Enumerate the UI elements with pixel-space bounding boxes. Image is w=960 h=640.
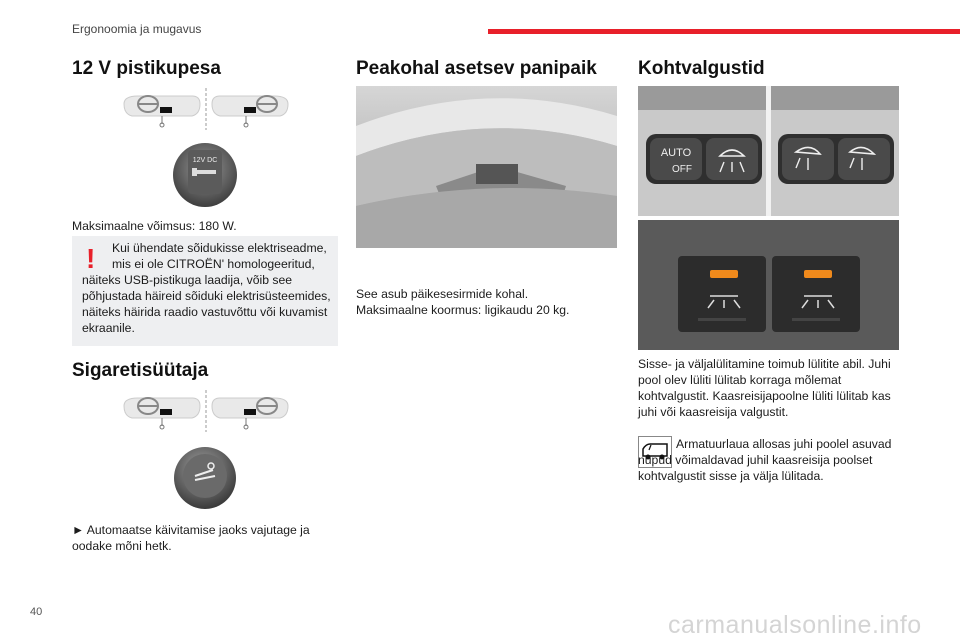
storage-max-load-text: Maksimaalne koormus: ligikaudu 20 kg. bbox=[356, 303, 570, 317]
steering-wheel-diagram bbox=[122, 88, 290, 130]
auto-label: AUTO bbox=[660, 147, 692, 159]
header-accent-bar bbox=[488, 29, 960, 34]
warning-icon: ! bbox=[86, 243, 96, 274]
storage-location-text: See asub päikesesirmide kohal. bbox=[356, 287, 529, 301]
section-header: Ergonoomia ja mugavus bbox=[72, 22, 202, 36]
off-label: OFF bbox=[672, 164, 692, 175]
warning-line-1: Kui ühendate sõidukisse elektriseadme, bbox=[112, 241, 327, 255]
warning-text: näiteks USB-pistikuga laadija, võib see põhjustada häireid sõiduki elektrisüsteemides, näiteks häirida raadio vastuvõttu või kuvamist ekraanile. bbox=[82, 273, 331, 335]
spot-lights-text: Sisse- ja väljalülitamine toimub lülitite abil. Juhi pool olev lüliti lülitab korraga mõlemat kohtvalgustit. Kaasreisijapoolne lüliti lülitab kas juhi või kaasreisija valgustit. bbox=[638, 357, 891, 419]
overhead-storage-image bbox=[356, 86, 617, 248]
socket-12v-image bbox=[172, 142, 238, 208]
page-number: 40 bbox=[30, 606, 43, 618]
title-12v-socket: 12 V pistikupesa bbox=[72, 58, 221, 79]
dashboard-switches-image bbox=[638, 220, 899, 350]
spot-light-switches-image bbox=[638, 86, 899, 216]
max-power-text: Maksimaalne võimsus: 180 W. bbox=[72, 219, 237, 233]
van-note-text bbox=[638, 436, 900, 484]
title-cigarette-lighter: Sigaretisüütaja bbox=[72, 360, 209, 381]
title-overhead-storage: Peakohal asetsev panipaik bbox=[356, 58, 597, 79]
steering-wheel-diagram-2 bbox=[122, 390, 290, 432]
watermark: carmanualsonline.info bbox=[668, 611, 922, 639]
van-note-text-content: Armatuurlaua allosas juhi poolel asuvad nupud võimaldavad juhil kaasreisija poolset kohtvalgustit sisse ja välja lülitada. bbox=[638, 437, 892, 483]
lighter-instruction: ► Automaatse käivitamise jaoks vajutage ja oodake mõni hetk. bbox=[72, 523, 310, 553]
cigarette-lighter-image bbox=[173, 446, 237, 510]
warning-box bbox=[72, 236, 338, 346]
socket-12v-label: 12V DC bbox=[192, 157, 218, 164]
warning-line-2: mis ei ole CITROËN' homologeeritud, bbox=[112, 257, 315, 271]
title-spot-lights: Kohtvalgustid bbox=[638, 58, 765, 79]
